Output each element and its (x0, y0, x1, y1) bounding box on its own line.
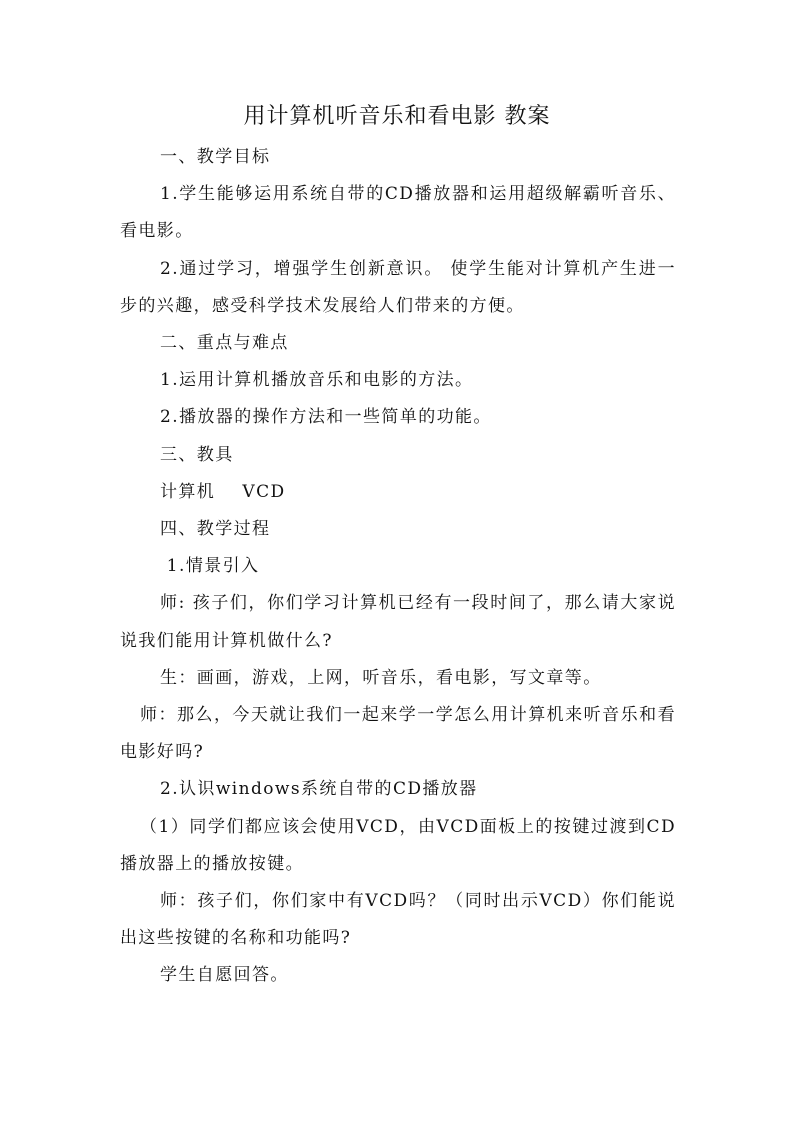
paragraph-cd-player-heading: 2.认识windows系统自带的CD播放器 (160, 779, 478, 800)
paragraph-student-answer: 生：画画，游戏，上网，听音乐，看电影，写文章等。 (160, 667, 602, 688)
section-heading-key-points: 二、重点与难点 (160, 333, 289, 354)
paragraph-step-1: （1）同学们都应该会使用VCD，由VCD面板上的按键过渡到CD播放器上的播放按键。 (120, 816, 676, 874)
paragraph-scene-intro: 1.情景引入 (160, 556, 260, 577)
paragraph-objective-2: 2.通过学习，增强学生创新意识。 使学生能对计算机产生进一步的兴趣，感受科学技术发展给人们带来的方便。 (120, 258, 676, 316)
section-heading-objectives: 一、教学目标 (160, 147, 271, 167)
paragraph-teacher-question: 师: 孩子们，你们学习计算机已经有一段时间了，那么请大家说说我们能用计算机做什么? (120, 593, 676, 651)
section-heading-tools: 三、教具 (160, 444, 234, 465)
paragraph-student-response: 学生自愿回答。 (160, 965, 289, 986)
paragraph-teacher-invite: 师：那么，今天就让我们一起来学一学怎么用计算机来听音乐和看电影好吗? (120, 705, 676, 763)
paragraph-teacher-vcd: 师：孩子们，你们家中有VCD吗？（同时出示VCD）你们能说出这些按键的名称和功能吗? (120, 891, 676, 949)
section-heading-process: 四、教学过程 (160, 519, 271, 540)
paragraph-objective-1: 1.学生能够运用系统自带的CD播放器和运用超级解霸听音乐、看电影。 (120, 184, 676, 242)
paragraph-tools: 计算机 VCD (160, 481, 286, 502)
paragraph-key-point-2: 2.播放器的操作方法和一些简单的功能。 (160, 407, 492, 428)
paragraph-key-point-1: 1.运用计算机播放音乐和电影的方法。 (160, 370, 474, 391)
document-title: 用计算机听音乐和看电影 教案 (243, 104, 551, 129)
document-body (120, 139, 676, 995)
